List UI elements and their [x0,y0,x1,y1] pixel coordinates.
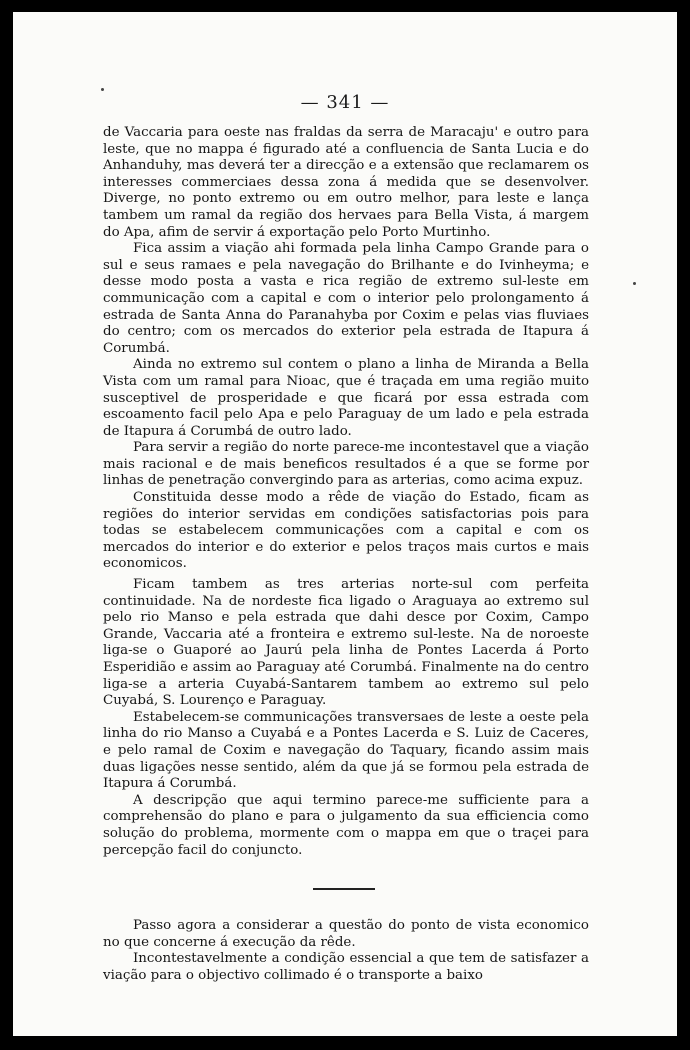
page-number: — 341 — [300,92,390,113]
paragraph: Para servir a região do norte parece-me incontestavel que a viação mais racional e de mais beneficos resultados é a que se forme por linhas de penetração convergindo para as arterias, como acima expuz. [103,440,589,489]
print-speck [633,282,636,285]
paragraph: Fica assim a viação ahi formada pela linha Campo Grande para o sul e seus ramaes e pela navegação do Brilhante e do Ivinheyma; e desse modo posta a vasta e rica região de extremo sul-leste em communicação com a capital e com o interior pelo prolongamento á estrada de Santa Anna do Paranahyba por Coxim e pelas vias fluviaes do centro; com os mercados do exterior pela estrada de Itapura á Corumbá. [103,241,589,356]
paragraph: A descripção que aqui termino parece-me sufficiente para a comprehensão do plano e para o julgamento da sua efficiencia como solução do problema, mormente com o mappa em que o traçei para percepção facil do conjuncto. [103,792,589,858]
print-speck [101,88,104,91]
second-text-block [103,918,589,984]
paragraph: Ficam tambem as tres arterias norte-sul com perfeita continuidade. Na de nordeste fica ligado o Araguaya ao extremo sul pelo rio Manso e pela estrada que dahi desce por Coxim, Campo Grande, Vaccaria até a fronteira e extremo sul-leste. Na de noroeste liga-se o Guaporé ao Jaurú pela linha de Pontes Lacerda á Porto Esperidião e assim ao Paraguay até Corumbá. Finalmente na do centro liga-se a arteria Cuyabá-Santarem tambem ao extremo sul pelo Cuyabá, S. Lourenço e Paraguay. [103,577,589,709]
paragraph: Passo agora a considerar a questão do ponto de vista economico no que concerne á execução da rêde. [103,918,589,950]
main-text-block [103,125,589,859]
paragraph: Constituida desse modo a rêde de viação do Estado, ficam as regiões do interior servidas em condições satisfactorias pois para todas se estabelecem communicações com a capital e com os mercados do interior e do exterior e pelos traços mais curtos e mais economicos. [103,490,589,572]
paragraph: Incontestavelmente a condição essencial a que tem de satisfazer a viação para o objectivo collimado é o transporte a baixo [103,951,589,983]
book-page [13,12,677,1036]
paragraph: Estabelecem-se communicações transversaes de leste a oeste pela linha do rio Manso a Cuyabá e a Pontes Lacerda e S. Luiz de Caceres, e pelo ramal de Coxim e navegação do Taquary, ficando assim mais duas ligações nesse sentido, além da que já se formou pela estrada de Itapura á Corumbá. [103,709,589,792]
paragraph: Ainda no extremo sul contem o plano a linha de Miranda a Bella Vista com um ramal para Nioac, que é traçada em uma região muito susceptivel de prosperidade e que ficará por essa estrada com escoamento facil pelo Apa e pelo Paraguay de um lado e pela estrada de Itapura á Corumbá de outro lado. [103,357,589,439]
paragraph: de Vaccaria para oeste nas fraldas da serra de Maracaju' e outro para leste, que no mappa é figurado até a confluencia de Santa Lucia e do Anhanduhy, mas deverá ter a direcção e a extensão que reclamarem os interesses commerciaes dessa zona á medida que se desenvolver. Diverge, no ponto extremo ou em outro melhor, para leste e lança tambem um ramal da região dos hervaes para Bella Vista, á margem do Apa, afim de servir á exportação pelo Porto Murtinho. [103,125,589,240]
section-divider [313,888,375,890]
